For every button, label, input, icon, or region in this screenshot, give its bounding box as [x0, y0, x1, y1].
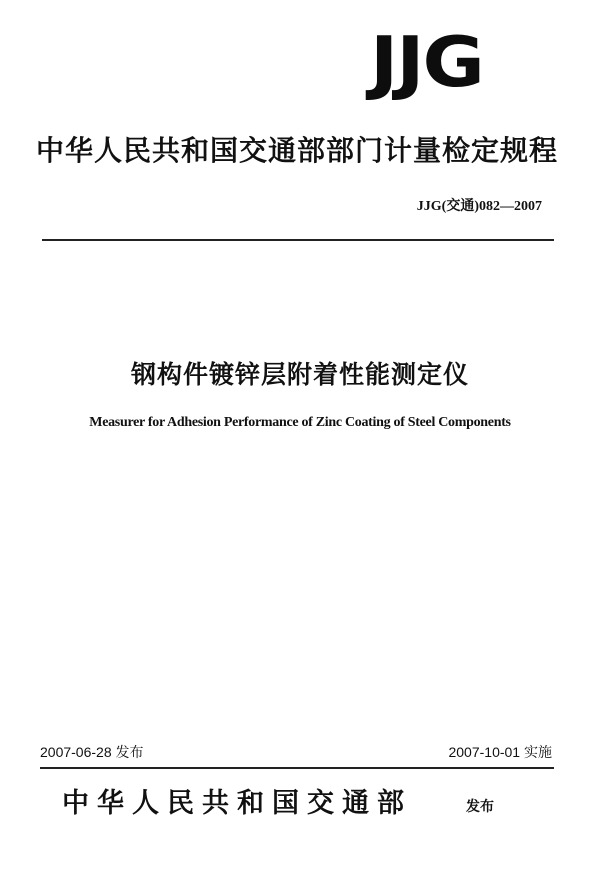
document-title-zh: 钢构件镀锌层附着性能测定仪	[130, 360, 469, 389]
implementation-date: 2007-10-01 实施	[448, 744, 552, 760]
jjg-logo: JJG	[370, 20, 483, 103]
document-number: JJG(交通)082—2007	[416, 199, 542, 214]
issue-date: 2007-06-28 发布	[40, 744, 144, 760]
publisher-name: 中华人民共和国交通部	[62, 788, 412, 819]
bottom-divider	[40, 767, 554, 769]
series-title: 中华人民共和国交通部部门计量检定规程	[36, 134, 559, 167]
document-title-en: Measurer for Adhesion Performance of Zinc Coating of Steel Components	[89, 415, 511, 430]
top-divider	[42, 239, 554, 241]
publish-label: 发布	[466, 799, 494, 815]
